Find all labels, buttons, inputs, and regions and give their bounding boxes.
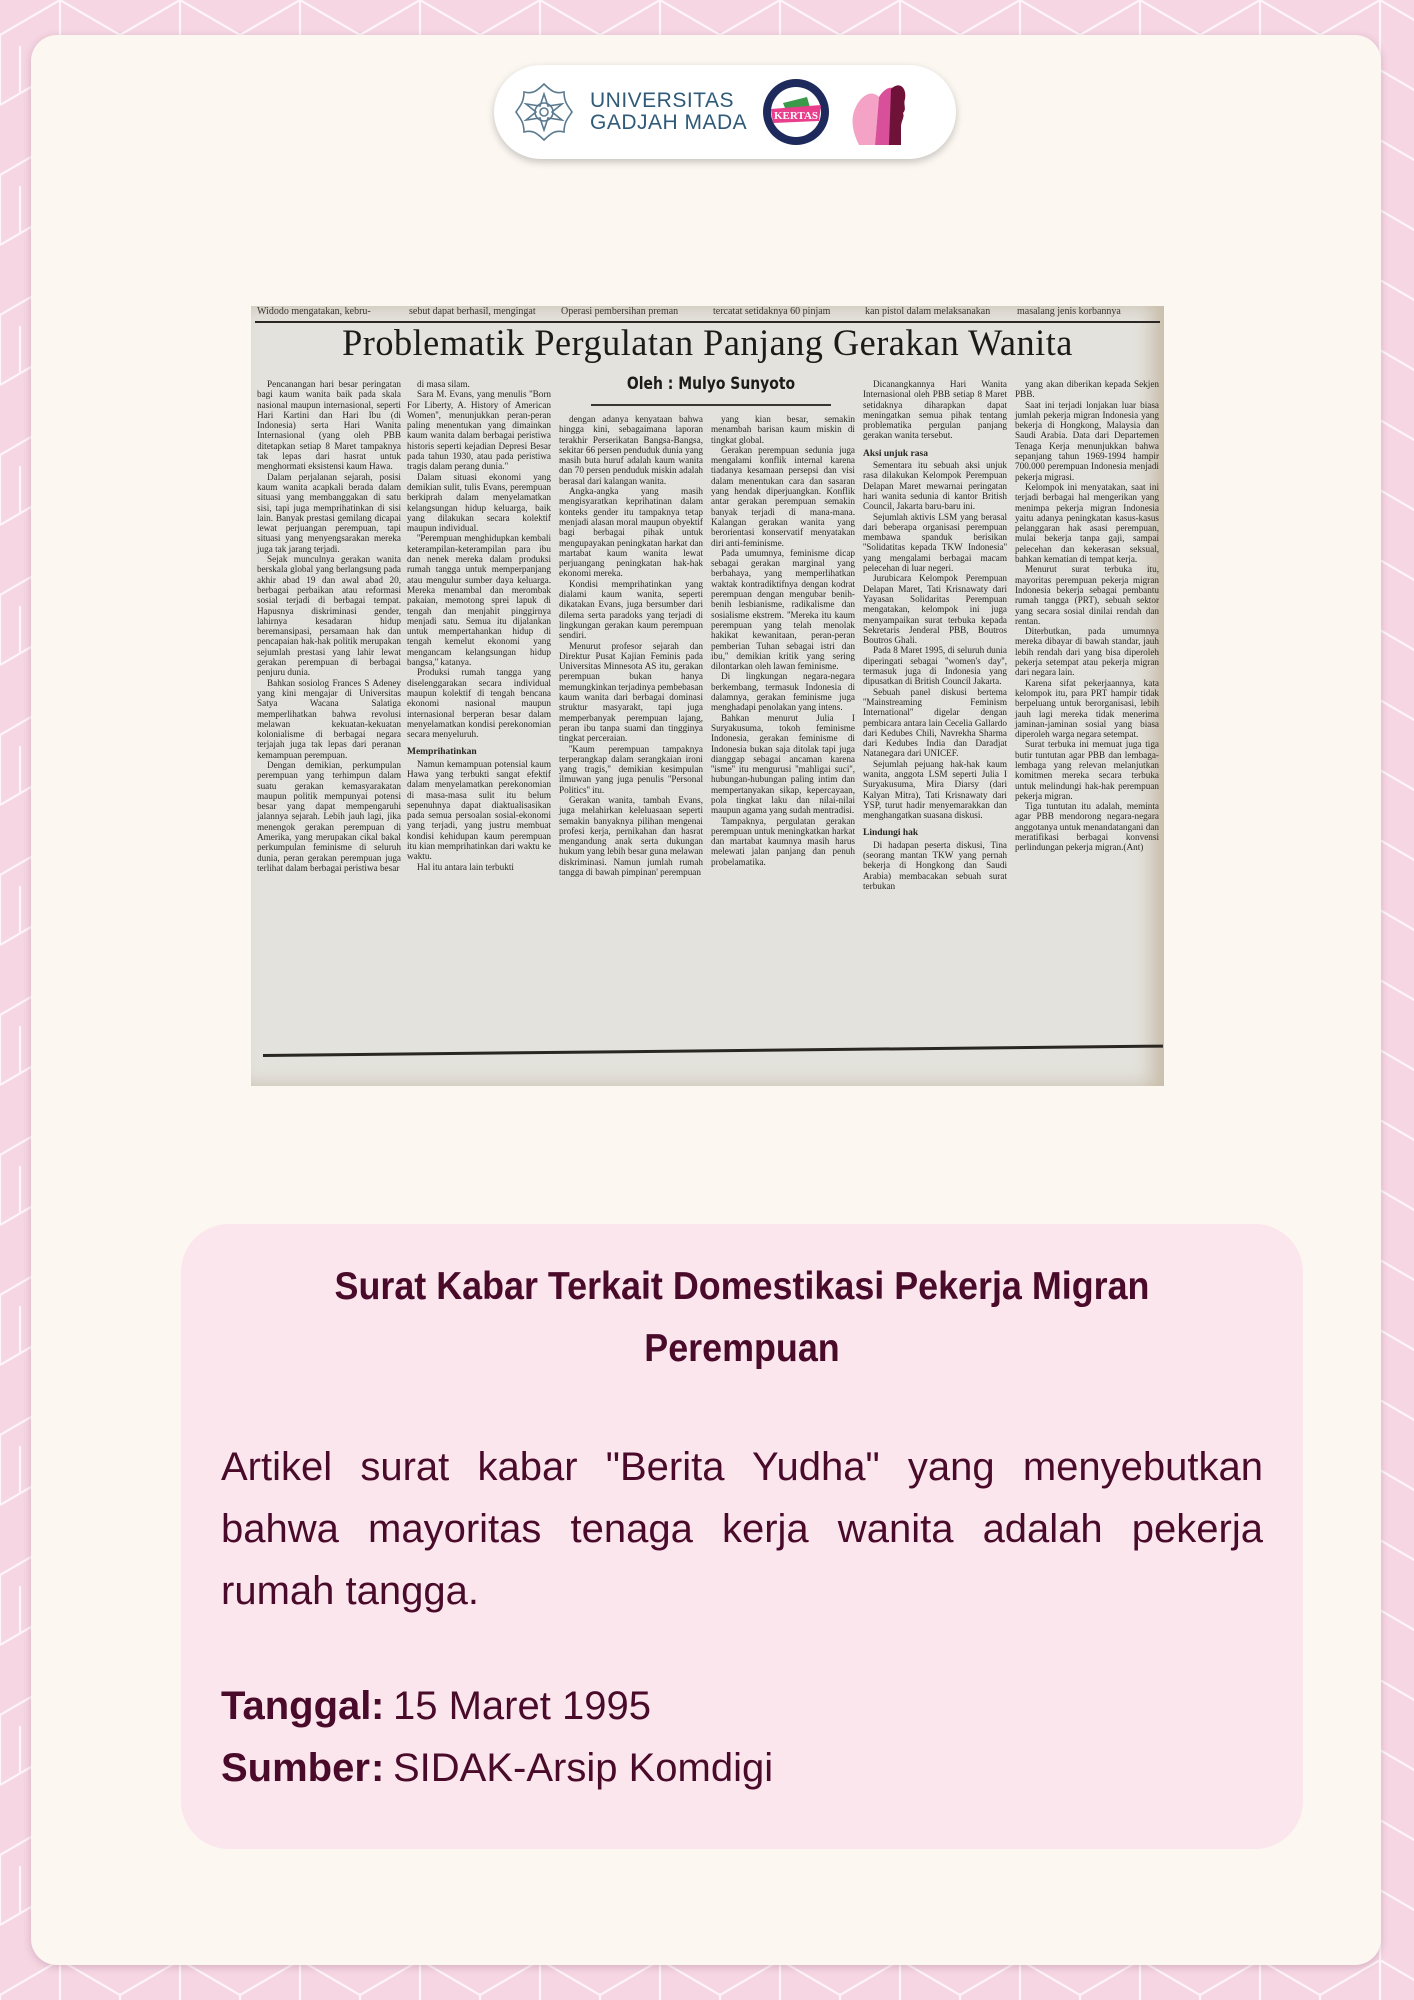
article-paragraph: Karena sifat pekerjaannya, kata kelompok itu, para PRT hampir tidak berpeluang untuk berorganisasi, lebih jauh lagi mereka tidak menerima jaminan-jaminan sosial yang biasa diperoleh warga negara setempat. [1015,677,1159,740]
meta-value-source: SIDAK-Arsip Komdigi [393,1746,774,1790]
article-paragraph: Dalam situasi ekonomi yang demikian sulit, tulis Evans, perempuan berkiprah dalam menyelamatkan kelangsungan hidup keluarga, baik yang dilakukan secara kolektif maupun individual. [407,471,551,534]
women-silhouette-icon [845,77,909,147]
newspaper-column-2 [407,379,551,872]
meta-label: Sumber [221,1746,370,1790]
article-paragraph: Sejak munculnya gerakan wanita berskala global yang berlangsung pada akhir abad 19 dan awal abad 20, berbagai perbaikan atau reformasi sosial terjadi di berbagai tempat. Hapusnya diskriminasi gender, lahirnya kesadaran hidup beremansipasi, persamaan hak dan pencapaian hak-hak politik merupakan sejumlah prestasi yang lahir lewat gerakan perempuan di berbagai penjuru dunia. [257,554,401,678]
article-paragraph: Gerakan wanita, tambah Evans, juga melahirkan keleluasaan seperti semakin banyaknya pilihan mengenai profesi kerja, pernikahan dan hasrat mengandung anak serta dukungan hukum yang lebih besar guna melawan diskriminasi. Namun jumlah rumah tangga di bawah pimpinan' perempuan [559,794,703,878]
article-subheading: Memprihatinkan [407,747,477,758]
article-paragraph: Sementara itu sebuah aksi unjuk rasa dilakukan Kelompok Perempuan Delapan Maret mewarnai peringatan hari wanita sedunia di kantor British Council, Jakarta baru-baru ini. [863,460,1007,512]
article-paragraph: Bahkan sosiolog Frances S Adeney yang kini mengajar di Universitas Satya Wacana Salatiga memperlihatkan bahwa revolusi melawan kekuatan-kekuatan kolonialisme di berbagai negara terjajah juga tak lepas dari peranan kemampuan perempuan. [257,677,401,760]
newspaper-byline: Oleh : Mulyo Sunyoto [626,374,796,394]
logo-bar [494,65,956,159]
newspaper-column-5 [863,379,1007,891]
article-paragraph: Kondisi memprihatinkan yang dialami kaum wanita, seperti dikatakan Evans, juga bersumber dari dilema serta paradoks yang terjadi di lingkungan gerakan kaum perempuan sendiri. [559,578,703,641]
article-paragraph: Produksi rumah tangga yang diselenggarakan secara individual maupun kolektif di tengah bencana ekonomi nasional maupun internasional berperan besar dalam menyelamatkan kondisi perekonomian secara menyeluruh. [407,667,551,740]
byline-rule [591,404,831,406]
article-paragraph: Sebuah panel diskusi bertema ''Mainstreaming Feminism International'' digelar dengan pembicara antara lain Cecelia Gallardo dari Kedubes Chili, Navrekha Sharma dari Kedubes India dan Daradjat Natanegara dari UNICEF. [863,686,1007,759]
info-description: Artikel surat kabar "Berita Yudha" yang menyebutkan bahwa mayoritas tenaga kerja wanita adalah pekerja rumah tangga. [221,1445,1263,1613]
newspaper-column-4 [711,414,855,867]
article-paragraph: Pencanangan hari besar peringatan bagi kaum wanita baik pada skala nasional maupun internasional, seperti Hari Kartini dan Hari Ibu (di Indonesia) serta Hari Wanita Internasional (yang oleh PBB ditetapkan setiap 8 Maret tampaknya tak lepas dari hasrat untuk menghormati eksistensi kaum Hawa. [257,379,401,472]
top-strip-text: Widodo mengatakan, kebru- [257,306,371,317]
info-meta [221,1675,773,1799]
article-paragraph: Dicanangkannya Hari Wanita Internasional oleh PBB setiap 8 Maret setidaknya diharapkan dapat meningatkan semua pihak tentang problematika pergulan panjang gerakan wanita tersebut. [863,379,1007,441]
meta-colon: : [371,1684,385,1728]
ugm-wordmark-line2: GADJAH MADA [590,111,748,134]
ugm-wordmark-line1: UNIVERSITAS [590,89,734,112]
article-paragraph: Angka-angka yang masih mengisyaratkan keprihatinan dalam konteks gender itu tampaknya tetap menjadi alasan moral maupun obyektif bagi berbagai pihak untuk mengupayakan peningkatan harkat dan martabat kaum wanita lewat perjuangang peningkatan hak-hak ekonomi mereka. [559,486,703,579]
article-paragraph: Surat terbuka ini memuat juga tiga butir tuntutan agar PBB dan lembaga-lembaga yang relevan melanjutkan komitmen mereka secara terbuka untuk melindungi hak-hak perempuan pekerja migran. [1015,739,1159,801]
article-paragraph: ''Perempuan menghidupkan kembali keterampilan-keterampilan para ibu dan nenek mereka dalam produksi rumah tangga untuk memperpanjang atau mengulur sumber daya keluarga. Mereka menambal dan merombak pakaian, memotong sprei lapuk di tengah dan menjahit pinggirnya menjadi satu. Semua itu dijalankan untuk mempertahankan hidup di tengah kemelut ekonomi yang mengancam kelangsungan hidup bangsa,'' katanya. [407,533,551,668]
article-paragraph: Jurubicara Kelompok Perempuan Delapan Maret, Tati Krisnawaty dari Yayasan Solidaritas Perempuan mengatakan, kelompok ini juga menyampaikan surat terbuka kepada Sekretaris Jenderal PBB, Boutros Boutros Ghali. [863,573,1007,646]
top-strip-text: masalang jenis korbannya [1017,306,1121,317]
meta-value-date: 15 Maret 1995 [393,1684,651,1728]
article-paragraph: Pada 8 Maret 1995, di seluruh dunia diperingati sebagai ''women's day'', termasuk juga di Indonesia yang dipusatkan di British Council Jakarta. [863,645,1007,687]
content-card [31,35,1381,1965]
article-paragraph: Kelompok ini menyatakan, saat ini terjadi berbagai hal mengerikan yang menimpa pekerja migran Indonesia yaitu adanya peningkatan kasus-kasus pelanggaran hak asasi perempuan, mulai bekerja tanpa gaji, sampai pelecehan dan kekerasan seksual, bahkan kematian di tempat kerja. [1015,481,1159,565]
article-paragraph: di masa silam. [417,379,470,389]
article-paragraph: Saat ini terjadi lonjakan luar biasa jumlah pekerja migran Indonesia yang bekerja di Hongkong, Malaysia dan Saudi Arabia. Data dari Departemen Tenaga Kerja menunjukkan bahwa sepanjang tahun 1969-1994 hampir 700.000 perempuan Indonesia menjadi pekerja migrasi. [1015,399,1159,482]
newspaper-bottom-rule [263,1045,1163,1057]
article-paragraph: Tampaknya, pergulatan gerakan perempuan untuk meningkatkan harkat dan martabat kaumnya masih harus melewati jalan panjang dan penuh probelamatika. [711,815,855,867]
article-paragraph: Gerakan perempuan sedunia juga mengalami konflik internal karena tiadanya kesamaan persepsi dan visi dalam menentukan cara dan sasaran yang hendak diperjuangkan. Konflik antar gerakan perempuan semakin banyak terjadi di mana-mana. Kalangan gerakan wanita yang berorientasi konservatif menyatakan diri anti-feminisme. [711,444,855,548]
article-paragraph: ''Kaum perempuan tampaknya terperangkap dalam serangkaian ironi yang tragis,'' demikian kesimpulan ilmuwan yang juga penulis ''Personal Politics'' itu. [559,743,703,795]
article-paragraph: Di hadapan peserta diskusi, Tina (seorang mantan TKW yang pernah bekerja di Hongkong dan Saudi Arabia) membacakan sebuah surat terbukan [863,839,1007,891]
article-paragraph: Sejumlah aktivis LSM yang berasal dari beberapa organisasi perempuan membawa spanduk berisikan ''Solidatitas kepada TKW Indonesia'' yang mengalami berbagai macam pelecehan di luar negeri. [863,511,1007,574]
article-paragraph: dengan adanya kenyataan bahwa hingga kini, sebagaimana laporan terakhir Perserikatan Bangsa-Bangsa, sekitar 66 persen penduduk dunia yang masih buta huruf adalah kaum wanita dan 70 persen penduduk miskin adalah berasal dari kalangan wanita. [559,414,703,486]
ugm-seal-icon [512,80,576,144]
article-paragraph: Hal itu antara lain terbukti [417,861,514,872]
article-paragraph: Pada umumnya, feminisme dicap sebagai gerakan marginal yang berbahaya, yang memperlihatkan waktak kontradiktifnya dengan kodrat perempuan dengan mengubar benih-benih lesbianisme, radikalisme dan sosialisme ekstrem. ''Mereka itu kaum perempuan yang telah menolak hakikat kewanitaan, peran-peran pemberian Tuhan sebagai istri dan ibu,'' demikian kritik yang sering dilontarkan oleh lawan feminisme. [711,547,855,672]
newspaper-column-6 [1015,379,1159,853]
article-paragraph: Bahkan menurut Julia I Suryakusuma, tokoh feminisme Indonesia, gerakan feminisme di Indonesia bukan saja ditolak tapi juga dianggap sebagai ancaman karena ''isme'' itu mengurusi ''mahligai suci'', hubungan-hubungan paling intim dan mempertanyakan sikap, kepercayaan, pola tingkat laku dan nilai-nilai maupun agama yang sudah mentradisi. [711,712,855,816]
article-paragraph: Sara M. Evans, yang menulis ''Born For Liberty, A. History of American Women'', menunjukkan peran-peran paling menentukan yang dimainkan kaum wanita dalam berbagai peristiwa historis seperti kejadian Depresi Besar pada tahun 1930, atau pada peristiwa tragis dalam perang dunia." [407,389,551,472]
top-strip-text: sebut dapat berhasil, mengingat [409,306,536,317]
newspaper-headline: Problematik Pergulatan Panjang Gerakan Wanita [342,323,1073,364]
article-paragraph: Sejumlah pejuang hak-hak kaum wanita, anggota LSM seperti Julia I Suryakusuma, Mira Diarsy (dari Kalyan Mitra), Tati Krisnawaty dari YSP, turut hadir menyemarakkan dan menghangatkan suasana diskusi. [863,758,1007,821]
article-paragraph: Namun kemampuan potensial kaum Hawa yang terbukti sangat efektif dalam menyelamatkan perekonomian di masa-masa sulit itu belum sepenuhnya dapat diaktualisasikan pada semua persoalan sosial-ekonomi yang terjadi, yang justru membuat kondisi kehidupan kaum perempuan itu kian memprihatinkan dari waktu ke waktu. [407,758,551,862]
meta-row-source [221,1737,773,1799]
article-paragraph: Diterbutkan, pada umumnya mereka dibayar di bawah standar, jauh lebih rendah dari yang bisa diperoleh pekerja setempat atau pekerja migran dari negara lain. [1015,626,1159,678]
kertas-badge-text: KERTAS [774,110,819,122]
meta-colon: : [371,1746,385,1790]
top-strip-text: kan pistol dalam melaksanakan [865,306,991,317]
article-paragraph: Di lingkungan negara-negara berkembang, termasuk Indonesia di dalamnya, gerakan feminisme juga menghadapi penolakan yang intens. [711,671,855,713]
kertas-badge-icon [761,77,831,147]
meta-label: Tanggal [221,1684,372,1728]
top-strip-text: Operasi pembersihan preman [561,306,679,317]
newspaper-clipping [251,306,1164,1086]
newspaper-column-1 [257,379,401,873]
article-paragraph: Menurut surat terbuka itu, mayoritas perempuan pekerja migran Indonesia bekerja sebagai pembantu rumah tangga (PRT), sebuah sektor yang secara sosial dinilai rendah dan rentan. [1015,564,1159,626]
newspaper-column-3 [559,414,703,877]
article-paragraph: yang kian besar, semakin menambah barisan kaum miskin di tingkat global. [711,414,855,445]
article-paragraph: Tiga tuntutan itu adalah, meminta agar PBB mendorong negara-negara anggotanya untuk menandatangani dan meratifikasi berbagai konvensi perlindungan pekerja migran.(Ant) [1015,801,1159,853]
info-panel [181,1224,1303,1849]
article-paragraph: Menurut profesor sejarah dan Direktur Pusat Kajian Feminis pada Universitas Minnesota AS itu, gerakan perempuan bukan hanya memungkinkan terjadinya pembebasan kaum wanita dari berbagai dominasi struktur masyarakt, tapi juga memperbanyak perempuan lajang, peran ibu tanpa suami dan tingginya tingkat perceraian. [559,640,703,744]
article-paragraph: yang akan diberikan kepada Sekjen PBB. [1015,379,1159,400]
info-title: Surat Kabar Terkait Domestikasi Pekerja Migran Perempuan [334,1265,1150,1370]
article-subheading: Lindungi hak [863,828,919,839]
article-paragraph: Dalam perjalanan sejarah, posisi kaum wanita acapkali berada dalam situasi yang membanggakan di satu sisi, tapi juga memprihatinkan di sisi lain. Banyak prestasi gemilang dicapai lewat perjuangan perempuan, tapi situasi yang menyengsarakan mereka juga tak jarang terjadi. [257,471,401,554]
article-paragraph: Dengan demikian, perkumpulan perempuan yang terhimpun dalam suatu gerakan kemasyarakatan maupun politik mempunyai potensi besar yang dapat mempengaruhi jalannya sejarah. Lebih jauh lagi, jika menengok gerakan perempuan di Amerika, yang merupakan cikal bakal perkumpulan feminisme di seluruh dunia, peran gerakan perempuan juga terlihat dalam berbagai peristiwa besar [257,759,401,873]
ugm-wordmark [590,90,747,134]
meta-row-date [221,1675,773,1737]
top-strip-text: tercatat setidaknya 60 pinjam [713,306,831,317]
article-subheading: Aksi unjuk rasa [863,448,928,459]
